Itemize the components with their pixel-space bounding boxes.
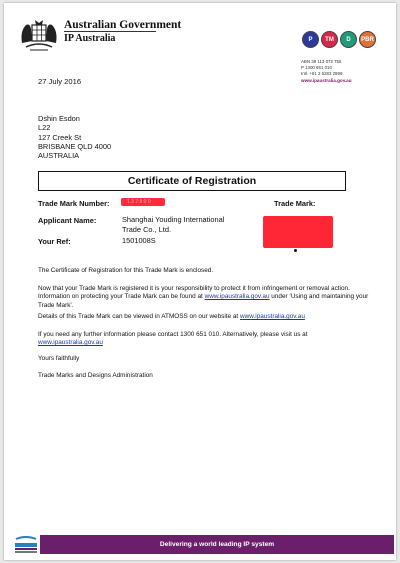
address-line: L22 xyxy=(38,123,51,133)
atmoss-paragraph xyxy=(38,313,374,321)
enclosed-paragraph: The Certificate of Registration for this Trade Mark is enclosed. xyxy=(38,267,214,274)
protect-paragraph xyxy=(38,285,374,310)
ip-right-logo-icon: D xyxy=(340,31,357,48)
address-line: BRISBANE QLD 4000 xyxy=(38,141,112,151)
certificate-title: Certificate of Registration xyxy=(38,171,346,191)
atmoss-text: Details of this Trade Mark can be viewed in ATMOSS on our website at xyxy=(38,313,240,320)
contact-block xyxy=(301,59,352,84)
recipient-address xyxy=(38,114,111,160)
ip-right-logo-icon: PBR xyxy=(359,31,376,48)
applicant-label: Applicant Name: xyxy=(38,216,97,225)
address-line: 127 Creek St xyxy=(38,132,82,142)
recipient-name: Dshin Esdon xyxy=(38,114,80,123)
closing-text: Yours faithfully xyxy=(38,355,80,362)
abn-text: ABN 38 113 072 755 xyxy=(301,59,342,64)
ip-right-logo-icon: TM xyxy=(321,31,338,48)
contact-text: If you need any further information please contact 1300 651 010. Alternatively, please visit us at xyxy=(38,331,308,338)
signoff-text: Trade Marks and Designs Administration xyxy=(38,372,153,379)
coat-of-arms-icon xyxy=(18,17,60,53)
ipaustralia-link[interactable]: www.ipaustralia.gov.au xyxy=(240,313,305,320)
intl-phone-text: Intl. +61 2 6283 2999 xyxy=(301,71,343,77)
letter-date: 27 July 2016 xyxy=(38,77,82,86)
protect-text-a: Now that your Trade Mark is registered it is your responsibility to protect it from infringement or removal action. Information on protecting your Trade Mark can be found at xyxy=(38,285,350,301)
trade-mark-label: Trade Mark: xyxy=(274,199,316,208)
ref-label: Your Ref: xyxy=(38,237,71,246)
agency-name: IP Australia xyxy=(64,33,116,44)
ip-right-logo-icon: P xyxy=(302,31,319,48)
tm-number-value: 1 3 7 8 0 0 xyxy=(127,199,151,205)
letter-page xyxy=(4,3,396,560)
protect-text-b: under ‘Using and maintaining your Trade Mark’. xyxy=(38,293,369,309)
contact-paragraph xyxy=(38,331,374,348)
ip-rights-logos xyxy=(302,31,376,48)
website-text: www.ipaustralia.gov.au xyxy=(301,77,352,83)
footer-slogan-bar: Delivering a world leading IP system xyxy=(40,535,394,554)
accessibility-badge-icon xyxy=(12,536,40,556)
header-rule xyxy=(64,31,156,32)
applicant-value xyxy=(122,215,224,234)
ipaustralia-link[interactable]: www.ipaustralia.gov.au xyxy=(204,293,270,301)
redacted-tm-number xyxy=(121,198,165,206)
dot-mark xyxy=(294,249,297,252)
applicant-value-line: Shanghai Youding International xyxy=(122,215,225,224)
address-line: AUSTRALIA xyxy=(38,151,80,161)
ref-value: 1501008S xyxy=(122,236,156,245)
applicant-value-line: Trade Co., Ltd. xyxy=(122,224,172,234)
tm-number-label: Trade Mark Number: xyxy=(38,199,110,208)
phone-text: P 1300 651 010 xyxy=(301,65,332,71)
government-name: Australian Government xyxy=(64,19,182,31)
ipaustralia-link[interactable]: www.ipaustralia.gov.au xyxy=(38,339,103,347)
redacted-trade-mark-image xyxy=(263,216,333,248)
